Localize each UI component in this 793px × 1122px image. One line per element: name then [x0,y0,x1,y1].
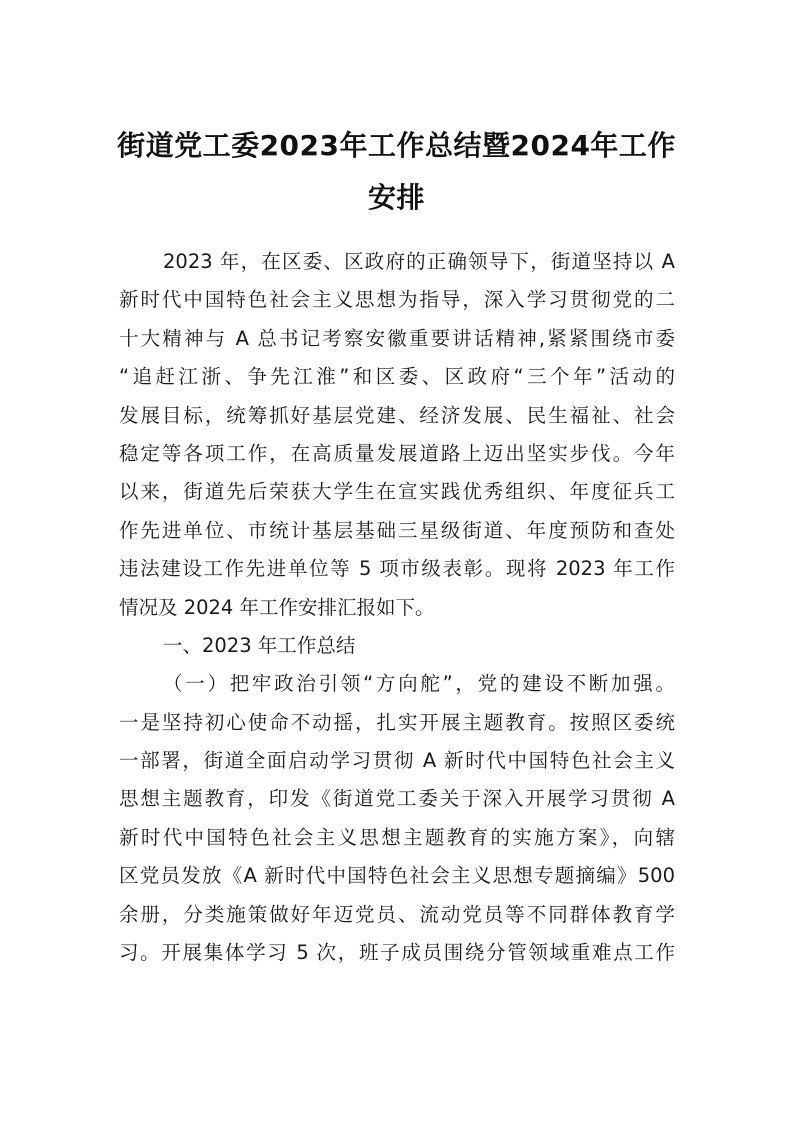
paragraph-line: 新时代中国特色社会主义思想为指导，深入学习贯彻党的二 [119,288,675,312]
paragraph-line: 违法建设工作先进单位等 5 项市级表彰。现将 2023 年工作 [119,557,675,581]
paragraph-line: “追赶江浙、争先江淮”和区委、区政府“三个年”活动的 [119,365,675,389]
document-title [100,120,693,224]
title-line-2: 安排 [367,181,425,214]
title-line-1: 街道党工委2023年工作总结暨2024年工作 [117,129,676,162]
paragraph-line: 一部署，街道全面启动学习贯彻 A 新时代中国特色社会主义 [119,749,675,773]
paragraph-line: 发展目标，统筹抓好基层党建、经济发展、民生福祉、社会 [119,403,675,427]
paragraph-line: 情况及 2024 年工作安排汇报如下。 [119,595,435,619]
paragraph-line: 稳定等各项工作，在高质量发展道路上迈出坚实步伐。今年 [119,441,675,465]
paragraph-line: 余册，分类施策做好年迈党员、流动党员等不同群体教育学 [119,902,675,926]
paragraph-line: 一是坚持初心使命不动摇，扎实开展主题教育。按照区委统 [119,710,675,734]
paragraph-line: 作先进单位、市统计基层基础三星级街道、年度预防和查处 [119,518,675,542]
paragraph-line: 区党员发放《A 新时代中国特色社会主义思想专题摘编》500 [119,864,675,888]
paragraph-line: 新时代中国特色社会主义思想主题教育的实施方案》，向辖 [119,825,675,849]
paragraph-line: 思想主题教育，印发《街道党工委关于深入开展学习贯彻 A [119,787,675,811]
paragraph-line: 以来，街道先后荣获大学生在宣实践优秀组织、年度征兵工 [119,480,675,504]
subsection-heading: （一）把牢政治引领“方向舵”，党的建设不断加强。 [163,672,675,696]
document-body [119,243,675,972]
paragraph-line: 2023 年，在区委、区政府的正确领导下，街道坚持以 A [163,250,675,273]
section-heading: 一、2023 年工作总结 [163,633,356,657]
paragraph-line: 习。开展集体学习 5 次，班子成员围绕分管领域重难点工作 [119,941,675,965]
paragraph-line: 十大精神与 A 总书记考察安徽重要讲话精神,紧紧围绕市委 [119,326,675,350]
